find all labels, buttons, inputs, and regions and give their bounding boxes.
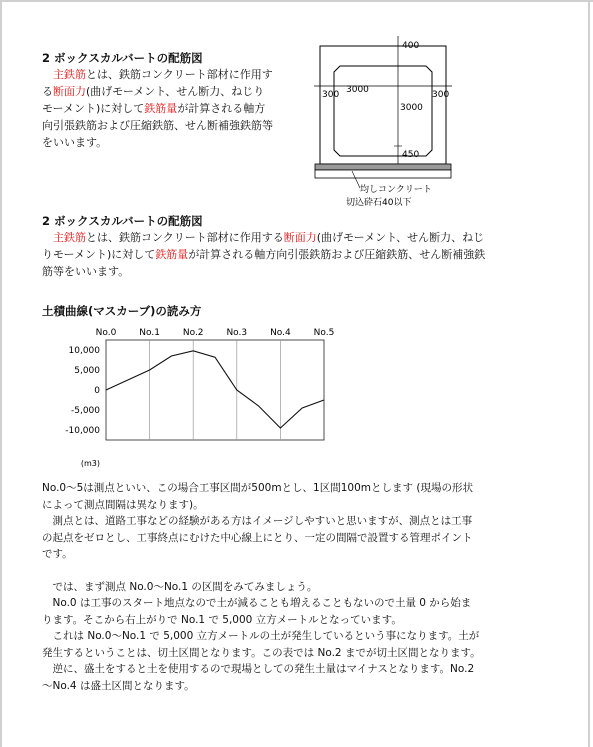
x-tick-label: No.4 xyxy=(270,328,291,338)
section1-line-5: をいいます。 xyxy=(42,136,108,149)
dim-height-label: 3000 xyxy=(400,103,423,113)
crushed-stone-layer xyxy=(315,170,451,178)
dim-left-label: 300 xyxy=(322,90,340,100)
leveling-concrete xyxy=(315,164,451,170)
page-border-top xyxy=(0,0,593,2)
section1-text xyxy=(42,66,312,151)
para2-line3: です。 xyxy=(42,548,73,560)
para4-line2: ります。そこから右上がりで No.1 で 5,000 立方メートルとなっています。 xyxy=(42,613,402,626)
para1-line2: によって測点間隔は異なります)。 xyxy=(42,498,204,511)
dim-top-label: 400 xyxy=(402,41,420,51)
para4-line1: No.0 は工事のスタート地点なので土が減ることも増えることもないので土量 0 から始ま xyxy=(42,597,472,609)
section1-line-3: モーメント)に対して鉄筋量が計算される軸方 xyxy=(42,102,266,115)
x-tick-label: No.5 xyxy=(313,328,335,338)
x-tick-label: No.2 xyxy=(182,328,204,338)
para3: では、まず測点 No.0～No.1 の区間をみてみましょう。 xyxy=(42,580,318,593)
section1-line-4: 向引張鉄筋および圧縮鉄筋、せん断補強鉄筋等 xyxy=(42,119,273,132)
x-tick-label: No.1 xyxy=(139,328,160,338)
section2-line1: 主鉄筋とは、鉄筋コンクリート部材に作用する断面力(曲げモーメント、せん断力、ねじ xyxy=(53,231,485,244)
section3-heading: 土積曲線(マスカーブ)の読み方 xyxy=(42,304,202,318)
section2-line3: 筋等をいいます。 xyxy=(42,265,130,278)
y-tick-label: 0 xyxy=(94,386,100,396)
body-text xyxy=(42,480,542,694)
para5-line2: 発生するということは、切土区間となります。この表では No.2 までが切土区間となります。 xyxy=(42,646,481,659)
section2-heading: 2 ボックスカルバートの配筋図 xyxy=(42,214,203,228)
para1-line1: No.0～5は測点といい、この場合工事区間が500mとし、1区間100mとします (現場の形状 xyxy=(42,482,473,494)
section1-line-1: 主鉄筋とは、鉄筋コンクリート部材に作用す xyxy=(53,68,273,81)
para2-line2: の起点をゼロとし、工事終点にむけた中心線上にとり、一定の間隔で設置する管理ポイント xyxy=(42,531,473,544)
section1-heading: 2 ボックスカルバートの配筋図 xyxy=(42,51,203,65)
y-tick-label: 5,000 xyxy=(74,366,100,376)
note-leveling-concrete: 均しコンクリート xyxy=(360,185,432,195)
mass-curve-chart xyxy=(40,322,340,472)
section2-line2: りモーメント)に対して鉄筋量が計算される軸方向引張鉄筋および圧縮鉄筋、せん断補強鉄 xyxy=(42,248,486,261)
section2-text xyxy=(42,229,562,280)
section1-line-2: る断面力(曲げモーメント、せん断力、ねじり xyxy=(42,85,265,98)
plot-area xyxy=(106,340,324,440)
para6-line1: 逆に、盛土をすると土を使用するので現場としての発生土量はマイナスとなります。No.2 xyxy=(42,663,475,675)
para2-line1: 測点とは、道路工事などの経験がある方はイメージしやすいと思いますが、測点とは工事 xyxy=(42,515,473,527)
note-crushed-stone: 切込砕石40以下 xyxy=(346,198,412,208)
para5-line1: これは No.0～No.1 で 5,000 立方メートルの土が発生しているという事になります。土が xyxy=(42,630,480,642)
page-border-left xyxy=(0,0,2,747)
dim-width-label: 3000 xyxy=(346,85,369,95)
page-border-right xyxy=(588,0,590,747)
y-tick-label: -10,000 xyxy=(65,426,100,436)
y-unit-label: (m3) xyxy=(80,459,100,468)
x-tick-label: No.0 xyxy=(95,328,117,338)
culvert-outer-wall xyxy=(320,46,446,164)
x-tick-label: No.3 xyxy=(226,328,248,338)
box-culvert-diagram xyxy=(300,30,470,210)
y-tick-label: 10,000 xyxy=(68,346,100,356)
y-tick-label: -5,000 xyxy=(70,406,100,416)
dim-right-label: 300 xyxy=(432,90,450,100)
dim-bottom-label: 450 xyxy=(402,150,420,160)
para6-line2: ～No.4 は盛土区間となります。 xyxy=(42,679,195,692)
